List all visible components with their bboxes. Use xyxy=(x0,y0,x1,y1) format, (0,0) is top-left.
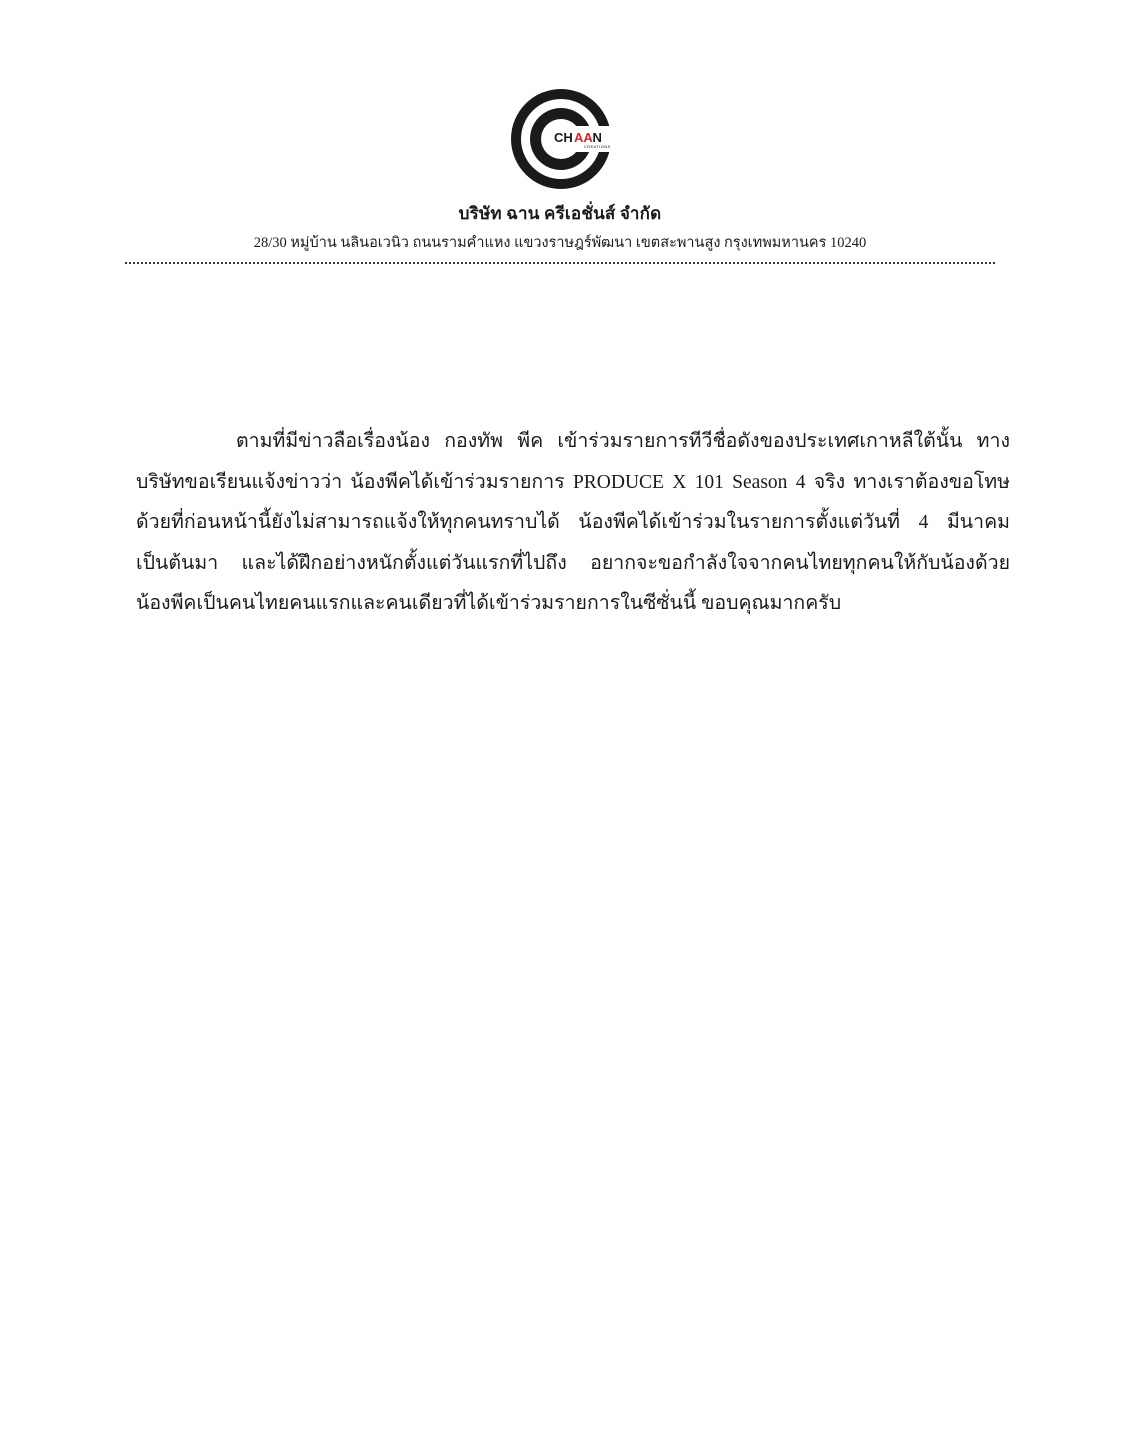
company-logo xyxy=(510,88,612,190)
company-address: 28/30 หมู่บ้าน นลินอเวนิว ถนนรามคำแหง แขวงราษฎร์พัฒนา เขตสะพานสูง กรุงเทพมหานคร 10240 xyxy=(253,235,867,251)
logo-text-ch: CH xyxy=(554,130,573,145)
logo-text-aa: AA xyxy=(574,130,593,145)
logo-text-n: N xyxy=(592,130,602,145)
chaan-logo-icon xyxy=(510,88,612,190)
announcement-paragraph: ตามที่มีข่าวลือเรื่องน้อง กองทัพ พีค เข้าร่วมรายการทีวีชื่อดังของประเทศเกาหลีใต้นั้น ทางบริษัทขอเรียนแจ้งข่าวว่า น้องพีคได้เข้าร่วมรายการ PRODUCE X 101 Season 4 จริง ทางเราต้องขอโทษด้วยที่ก่อนหน้านี้ยังไม่สามารถแจ้งให้ทุกคนทราบได้ น้องพีคได้เข้าร่วมในรายการตั้งแต่วันที่ 4 มีนาคมเป็นต้นมา และได้ฝึกอย่างหนักตั้งแต่วันแรกที่ไปถึง อยากจะขอกำลังใจจากคนไทยทุกคนให้กับน้องด้วย น้องพีคเป็นคนไทยคนแรกและคนเดียวที่ได้เข้าร่วมรายการในซีซั่นนี้ ขอบคุณมากครับ xyxy=(136,431,1010,614)
company-name: บริษัท ฉาน ครีเอชั่นส์ จำกัด xyxy=(458,204,662,223)
header-divider xyxy=(125,262,995,264)
logo-subtext: CREATIONS xyxy=(584,144,611,149)
